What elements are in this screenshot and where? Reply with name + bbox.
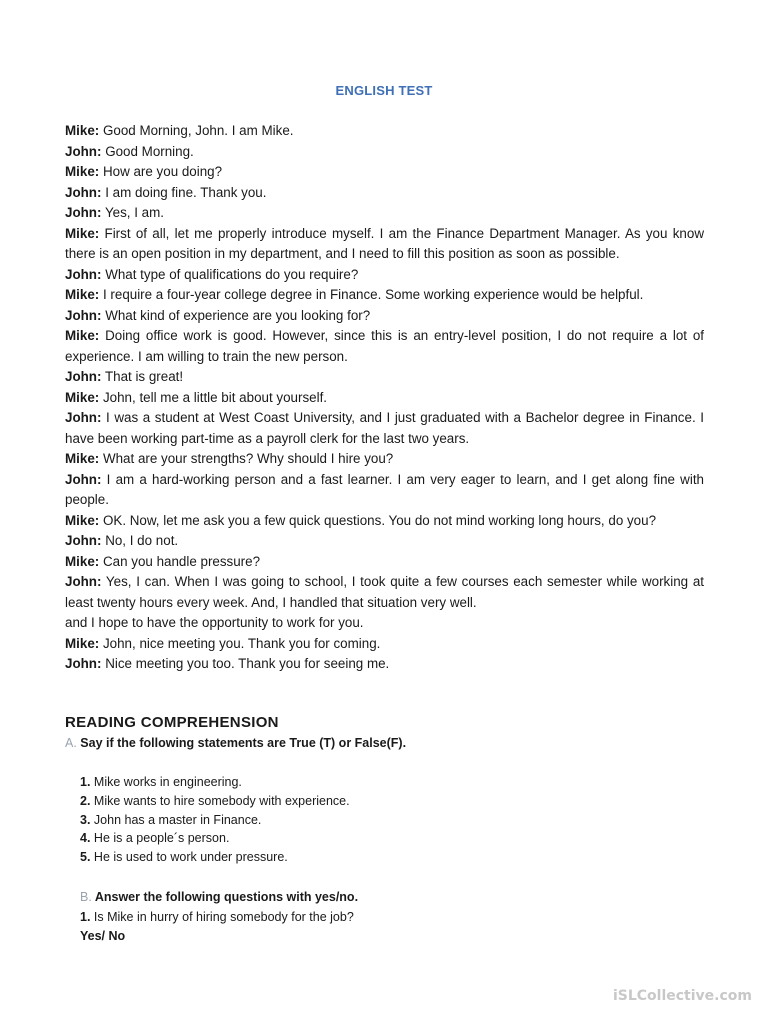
dialogue-line	[65, 572, 704, 613]
dialogue-line	[65, 285, 704, 306]
instruction-text: Answer the following questions with yes/no.	[94, 890, 359, 904]
dialogue-line	[65, 613, 704, 634]
yes-no-list	[80, 908, 354, 946]
line-text: No, I do not.	[105, 533, 179, 548]
line-text: John, tell me a little bit about yourself.	[102, 389, 328, 405]
section-letter: A.	[65, 736, 77, 750]
watermark: iSLCollective.com	[612, 988, 752, 1004]
item-text: Mike works in engineering.	[93, 775, 242, 789]
list-item	[80, 829, 350, 848]
page-title: ENGLISH TEST	[335, 83, 433, 98]
line-text: Yes, I can. When I was going to school, I took quite a few courses each semester while working at least twenty hours every week. And, I handled that situation very well.	[65, 574, 704, 610]
item-text: Mike wants to hire somebody with experience.	[93, 793, 350, 808]
line-text: What kind of experience are you looking for?	[105, 307, 371, 323]
item-number: 2.	[80, 793, 91, 808]
dialogue-line	[65, 224, 704, 265]
line-text: First of all, let me properly introduce myself. I am the Finance Department Manager. As you know there is an open position in my department, and I need to fill this position as soon as possible.	[65, 225, 704, 261]
line-text: I was a student at West Coast University, and I just graduated with a Bachelor degree in Finance. I have been working part-time as a payroll clerk for the last two years.	[65, 410, 704, 446]
list-item	[80, 908, 354, 927]
speaker-label: John:	[65, 307, 102, 323]
reading-comprehension-heading: READING COMPREHENSION	[65, 714, 279, 731]
line-text: Yes, I am.	[104, 205, 164, 220]
speaker-label: John:	[65, 574, 102, 589]
line-text: John, nice meeting you. Thank you for coming.	[102, 635, 381, 651]
speaker-label: Mike:	[65, 164, 100, 179]
dialogue-line	[65, 142, 704, 163]
item-number: 3.	[80, 812, 91, 827]
section-a-instruction	[65, 736, 406, 750]
dialogue-line	[65, 306, 704, 327]
section-b-instruction	[80, 890, 358, 904]
dialogue-line	[65, 121, 704, 142]
item-number: 5.	[80, 850, 91, 865]
line-text: I am doing fine. Thank you.	[105, 184, 267, 200]
dialogue-line	[65, 470, 704, 511]
line-text: Good Morning.	[105, 143, 194, 159]
line-text: What are your strengths? Why should I hire you?	[102, 451, 394, 466]
answer-options: Yes/ No	[80, 929, 126, 943]
dialogue-line	[65, 449, 704, 470]
speaker-label: John:	[65, 143, 102, 159]
item-text: Is Mike in hurry of hiring somebody for the job?	[93, 910, 354, 924]
speaker-label: John:	[65, 205, 102, 220]
true-false-list	[80, 773, 350, 867]
item-text: He is used to work under pressure.	[93, 850, 288, 865]
line-text: Doing office work is good. However, since this is an entry-level position, I do not require a lot of experience. I am willing to train the new person.	[65, 328, 704, 364]
item-number: 1.	[80, 910, 91, 924]
speaker-label: Mike:	[65, 512, 100, 528]
speaker-label: Mike:	[65, 451, 100, 466]
line-text: That is great!	[104, 369, 184, 384]
list-item	[80, 773, 350, 792]
speaker-label: Mike:	[65, 225, 100, 241]
item-text: He is a people´s person.	[93, 831, 230, 846]
speaker-label: John:	[65, 184, 102, 200]
dialogue-line	[65, 654, 704, 675]
list-item	[80, 848, 350, 867]
speaker-label: John:	[65, 369, 102, 384]
list-item	[80, 811, 350, 830]
item-number: 4.	[80, 831, 91, 846]
dialogue-line	[65, 265, 704, 286]
line-text: OK. Now, let me ask you a few quick questions. You do not mind working long hours, do you?	[102, 512, 657, 528]
dialogue-line	[65, 203, 704, 224]
speaker-label: John:	[65, 656, 102, 671]
dialogue-line	[65, 326, 704, 367]
speaker-label: Mike:	[65, 553, 100, 569]
dialogue-line	[65, 552, 704, 573]
dialogue-line	[65, 634, 704, 655]
dialogue-line	[65, 162, 704, 183]
item-number: 1.	[80, 775, 91, 789]
speaker-label: John:	[65, 533, 102, 548]
line-text: I am a hard-working person and a fast learner. I am very eager to learn, and I get along fine with people.	[65, 471, 704, 507]
dialogue-line	[65, 408, 704, 449]
line-text: Good Morning, John. I am Mike.	[102, 123, 294, 138]
list-item	[80, 792, 350, 811]
line-text: What type of qualifications do you require?	[105, 266, 359, 282]
item-text: John has a master in Finance.	[93, 812, 262, 827]
speaker-label: Mike:	[65, 287, 100, 302]
line-text: Nice meeting you too. Thank you for seeing me.	[105, 656, 390, 671]
line-text: I require a four-year college degree in Finance. Some working experience would be helpful.	[102, 287, 644, 302]
dialogue-line	[65, 183, 704, 204]
dialogue-line	[65, 367, 704, 388]
speaker-label: John:	[65, 410, 102, 425]
speaker-label: Mike:	[65, 123, 100, 138]
dialogue	[65, 121, 704, 675]
line-text: Can you handle pressure?	[102, 553, 261, 569]
section-letter: B.	[80, 890, 92, 904]
line-text: How are you doing?	[102, 164, 223, 179]
dialogue-line	[65, 388, 704, 409]
dialogue-line	[65, 531, 704, 552]
dialogue-line	[65, 511, 704, 532]
instruction-text: Say if the following statements are True (T) or False(F).	[80, 736, 407, 750]
speaker-label: Mike:	[65, 635, 100, 651]
speaker-label: Mike:	[65, 328, 100, 343]
speaker-label: John:	[65, 266, 102, 282]
speaker-label: Mike:	[65, 389, 100, 405]
speaker-label: John:	[65, 471, 102, 487]
line-text: and I hope to have the opportunity to work for you.	[65, 615, 364, 630]
